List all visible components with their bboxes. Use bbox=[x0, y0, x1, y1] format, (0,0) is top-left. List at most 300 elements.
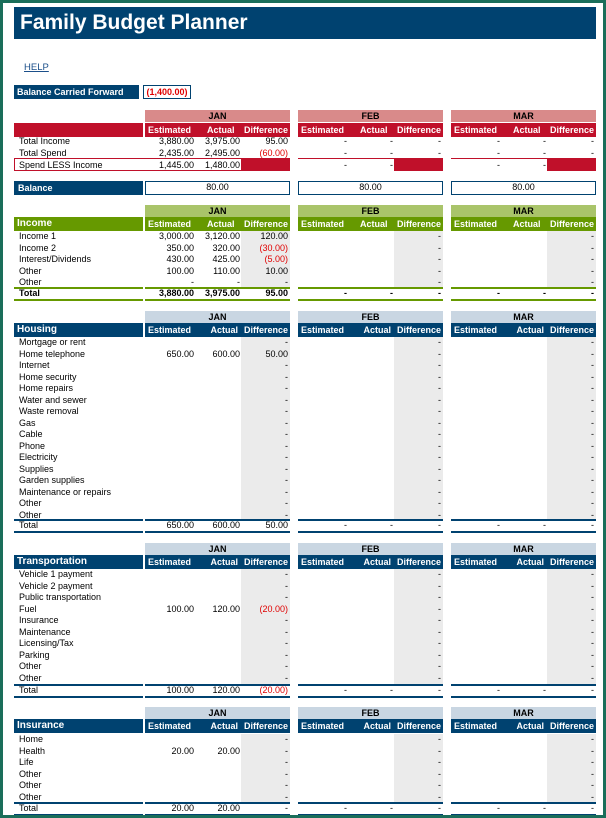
total-rule bbox=[298, 696, 443, 698]
difference-cell: - bbox=[591, 791, 594, 802]
housing-row bbox=[14, 452, 596, 464]
transportation-section-title: Transportation bbox=[14, 555, 143, 569]
housing-row bbox=[14, 406, 596, 418]
difference-cell: - bbox=[285, 569, 288, 579]
actual-header: Actual bbox=[363, 557, 391, 567]
insurance-section-title: Insurance bbox=[14, 719, 143, 733]
estimated-cell: - bbox=[497, 136, 500, 146]
total-rule bbox=[451, 299, 596, 301]
difference-cell: - bbox=[285, 337, 288, 347]
row-label: Parking bbox=[19, 649, 50, 660]
row-label: Fuel bbox=[19, 603, 37, 614]
actual-cell[interactable]: 20.00 bbox=[217, 803, 240, 813]
insurance-row bbox=[14, 780, 596, 792]
income-row bbox=[14, 266, 596, 278]
estimated-cell[interactable]: 20.00 bbox=[171, 745, 194, 756]
month-header-mar: MAR bbox=[451, 311, 596, 323]
spend-less-income-box bbox=[14, 158, 243, 171]
difference-cell: - bbox=[591, 383, 594, 393]
estimated-cell[interactable]: 100.00 bbox=[166, 603, 194, 614]
month-header-feb: FEB bbox=[298, 707, 443, 719]
difference-cell: - bbox=[591, 661, 594, 671]
row-label: Home telephone bbox=[19, 348, 86, 359]
estimated-cell[interactable]: - bbox=[497, 685, 500, 695]
insurance-row bbox=[14, 734, 596, 746]
row-label: Other bbox=[19, 780, 42, 790]
difference-header: Difference bbox=[243, 721, 288, 731]
difference-cell: - bbox=[285, 417, 288, 428]
insurance-row bbox=[14, 746, 596, 758]
row-label: Other bbox=[19, 509, 42, 520]
difference-cell: - bbox=[591, 768, 594, 779]
difference-cell: - bbox=[438, 592, 441, 602]
column-headers-jan bbox=[145, 323, 290, 337]
actual-cell: - bbox=[390, 136, 393, 146]
estimated-cell[interactable]: 100.00 bbox=[166, 685, 194, 695]
actual-cell[interactable]: - bbox=[390, 803, 393, 813]
difference-header: Difference bbox=[396, 125, 441, 135]
difference-cell: - bbox=[285, 803, 288, 813]
estimated-cell: - bbox=[497, 148, 500, 158]
difference-cell: - bbox=[591, 672, 594, 683]
balance-carried-forward-value[interactable]: (1,400.00) bbox=[143, 85, 191, 99]
row-label: Other bbox=[19, 768, 42, 779]
difference-cell: - bbox=[285, 768, 288, 779]
difference-cell: - bbox=[591, 486, 594, 497]
estimated-cell[interactable]: - bbox=[344, 288, 347, 298]
row-label: Total bbox=[19, 685, 39, 695]
actual-header: Actual bbox=[363, 721, 391, 731]
transportation-row bbox=[14, 650, 596, 662]
difference-cell: - bbox=[285, 486, 288, 497]
total-rule bbox=[145, 684, 290, 686]
estimated-cell[interactable]: 20.00 bbox=[171, 803, 194, 813]
actual-cell[interactable]: - bbox=[543, 685, 546, 695]
difference-header: Difference bbox=[396, 325, 441, 335]
difference-cell: (20.00) bbox=[259, 685, 288, 695]
difference-header: Difference bbox=[243, 219, 288, 229]
row-label: Other bbox=[19, 791, 42, 802]
difference-cell: - bbox=[438, 569, 441, 579]
actual-cell[interactable]: 600.00 bbox=[212, 520, 240, 530]
difference-cell: - bbox=[438, 768, 441, 779]
difference-cell: - bbox=[591, 780, 594, 790]
difference-cell: - bbox=[285, 592, 288, 602]
estimated-cell[interactable]: - bbox=[344, 520, 347, 530]
estimated-header: Estimated bbox=[301, 721, 345, 731]
column-headers-feb bbox=[298, 217, 443, 231]
total-rule bbox=[451, 696, 596, 698]
actual-cell[interactable]: - bbox=[237, 277, 240, 287]
difference-cell: 95.00 bbox=[265, 136, 288, 146]
transportation-row bbox=[14, 592, 596, 604]
difference-cell: - bbox=[591, 265, 594, 276]
estimated-header: Estimated bbox=[148, 125, 192, 135]
actual-cell: - bbox=[390, 148, 393, 158]
row-label: Total bbox=[19, 520, 39, 530]
actual-cell[interactable]: - bbox=[543, 520, 546, 530]
total-rule bbox=[14, 531, 143, 533]
estimated-cell[interactable]: - bbox=[344, 803, 347, 813]
difference-cell: - bbox=[591, 136, 594, 146]
difference-cell: - bbox=[438, 288, 441, 298]
difference-cell: - bbox=[438, 520, 441, 530]
difference-cell: - bbox=[285, 672, 288, 683]
actual-cell[interactable]: 110.00 bbox=[213, 265, 240, 276]
row-label: Waste removal bbox=[19, 406, 79, 416]
actual-cell: 3,975.00 bbox=[204, 136, 240, 146]
difference-cell: - bbox=[285, 498, 288, 508]
housing-section-title: Housing bbox=[14, 323, 143, 337]
estimated-cell[interactable]: - bbox=[191, 277, 194, 287]
difference-cell: - bbox=[285, 383, 288, 393]
difference-cell: - bbox=[591, 277, 594, 287]
estimated-header: Estimated bbox=[454, 219, 498, 229]
month-header-jan: JAN bbox=[145, 311, 290, 323]
difference-cell: - bbox=[438, 498, 441, 508]
balance-mar[interactable]: 80.00 bbox=[451, 181, 596, 195]
difference-cell: (5.00) bbox=[264, 254, 288, 264]
difference-cell: - bbox=[438, 440, 441, 451]
total-rule bbox=[14, 287, 143, 289]
estimated-header: Estimated bbox=[301, 325, 345, 335]
income-row bbox=[14, 243, 596, 255]
difference-cell: (60.00) bbox=[259, 148, 288, 158]
month-header-jan: JAN bbox=[145, 110, 290, 122]
difference-cell: - bbox=[591, 417, 594, 428]
row-label: Gas bbox=[19, 417, 36, 428]
row-label: Other bbox=[19, 661, 42, 671]
difference-cell: - bbox=[438, 348, 441, 359]
total-rule bbox=[145, 696, 290, 698]
actual-cell[interactable]: 120.00 bbox=[212, 603, 240, 614]
total-rule bbox=[451, 287, 596, 289]
difference-cell: - bbox=[438, 603, 441, 614]
difference-cell: - bbox=[591, 148, 594, 158]
difference-cell: - bbox=[285, 452, 288, 462]
housing-row bbox=[14, 349, 596, 361]
difference-cell: - bbox=[285, 277, 288, 287]
actual-header: Actual bbox=[210, 557, 238, 567]
difference-cell: - bbox=[285, 780, 288, 790]
total-rule bbox=[298, 802, 443, 804]
actual-cell: - bbox=[543, 148, 546, 158]
difference-cell: - bbox=[591, 569, 594, 579]
difference-cell: - bbox=[285, 394, 288, 405]
row-label: Home security bbox=[19, 371, 77, 382]
difference-cell: (20.00) bbox=[259, 603, 288, 614]
total-rule bbox=[298, 519, 443, 521]
row-label: Other bbox=[19, 498, 42, 508]
income-row bbox=[14, 254, 596, 266]
income-total-row bbox=[14, 288, 596, 300]
total-rule bbox=[298, 531, 443, 533]
difference-cell: - bbox=[591, 406, 594, 416]
estimated-header: Estimated bbox=[148, 557, 192, 567]
transportation-row bbox=[14, 615, 596, 627]
row-label: Vehicle 2 payment bbox=[19, 580, 93, 591]
month-header-mar: MAR bbox=[451, 543, 596, 555]
column-headers-jan bbox=[145, 217, 290, 231]
difference-cell: 50.00 bbox=[265, 348, 288, 359]
difference-cell: - bbox=[438, 626, 441, 637]
column-headers-mar bbox=[451, 719, 596, 733]
difference-cell: - bbox=[591, 231, 594, 241]
difference-cell: - bbox=[591, 348, 594, 359]
difference-cell: - bbox=[591, 649, 594, 660]
row-label: Other bbox=[19, 265, 42, 276]
total-rule bbox=[451, 802, 596, 804]
difference-cell: - bbox=[591, 394, 594, 405]
balance-jan[interactable]: 80.00 bbox=[145, 181, 290, 195]
difference-cell: - bbox=[591, 288, 594, 298]
column-headers-jan bbox=[145, 719, 290, 733]
total-rule bbox=[14, 684, 143, 686]
column-headers-feb bbox=[298, 123, 443, 137]
actual-cell[interactable]: 120.00 bbox=[212, 685, 240, 695]
estimated-header: Estimated bbox=[454, 125, 498, 135]
row-label: Total Spend bbox=[19, 148, 67, 158]
actual-cell[interactable]: - bbox=[390, 685, 393, 695]
actual-cell[interactable]: 3,975.00 bbox=[204, 288, 240, 298]
column-headers-mar bbox=[451, 323, 596, 337]
difference-cell: - bbox=[438, 661, 441, 671]
summary-rule bbox=[451, 158, 596, 159]
summary-row bbox=[14, 136, 596, 148]
difference-cell: - bbox=[591, 592, 594, 602]
housing-row bbox=[14, 395, 596, 407]
difference-cell: - bbox=[438, 734, 441, 744]
difference-cell: - bbox=[285, 509, 288, 520]
spend-less-income-flag bbox=[241, 158, 290, 171]
difference-cell: - bbox=[438, 277, 441, 287]
month-header-mar: MAR bbox=[451, 110, 596, 122]
row-label: Total bbox=[19, 803, 39, 813]
estimated-header: Estimated bbox=[301, 557, 345, 567]
difference-cell: - bbox=[591, 337, 594, 347]
actual-cell[interactable]: 425.00 bbox=[212, 254, 240, 264]
month-header-feb: FEB bbox=[298, 110, 443, 122]
column-headers-feb bbox=[298, 323, 443, 337]
housing-row bbox=[14, 487, 596, 499]
actual-header: Actual bbox=[207, 219, 235, 229]
total-rule bbox=[145, 531, 290, 533]
estimated-cell[interactable]: - bbox=[497, 520, 500, 530]
difference-cell: - bbox=[285, 757, 288, 767]
estimated-cell[interactable]: 430.00 bbox=[166, 254, 194, 264]
month-header-feb: FEB bbox=[298, 311, 443, 323]
actual-cell[interactable]: 20.00 bbox=[217, 745, 240, 756]
difference-cell: - bbox=[285, 360, 288, 370]
estimated-header: Estimated bbox=[301, 219, 345, 229]
estimated-cell: - bbox=[344, 148, 347, 158]
row-label: Phone bbox=[19, 440, 46, 451]
difference-cell: - bbox=[591, 242, 594, 253]
housing-row bbox=[14, 418, 596, 430]
row-label: Income 2 bbox=[19, 242, 57, 253]
difference-cell: - bbox=[285, 440, 288, 451]
difference-cell: 10.00 bbox=[265, 265, 288, 276]
difference-cell: - bbox=[285, 791, 288, 802]
estimated-cell: - bbox=[344, 160, 347, 170]
difference-cell: - bbox=[285, 734, 288, 744]
total-rule bbox=[145, 802, 290, 804]
difference-cell: - bbox=[438, 136, 441, 146]
total-rule bbox=[14, 299, 143, 301]
estimated-cell[interactable]: 650.00 bbox=[166, 520, 194, 530]
actual-cell[interactable]: 600.00 bbox=[212, 348, 240, 359]
row-label: Life bbox=[19, 757, 34, 767]
row-label: Health bbox=[19, 745, 46, 756]
estimated-cell[interactable]: 650.00 bbox=[166, 348, 194, 359]
actual-cell: - bbox=[390, 160, 393, 170]
difference-cell: - bbox=[285, 615, 288, 625]
row-label: Internet bbox=[19, 360, 50, 370]
estimated-cell: 2,435.00 bbox=[158, 148, 194, 158]
estimated-cell[interactable]: - bbox=[497, 803, 500, 813]
total-rule bbox=[298, 287, 443, 289]
row-label: Other bbox=[19, 277, 42, 287]
actual-cell[interactable]: 3,120.00 bbox=[204, 231, 240, 241]
estimated-cell[interactable]: 3,000.00 bbox=[158, 231, 194, 241]
estimated-cell: 1,445.00 bbox=[158, 160, 194, 170]
month-header-mar: MAR bbox=[451, 707, 596, 719]
difference-cell: - bbox=[591, 440, 594, 451]
actual-cell: 2,495.00 bbox=[204, 148, 240, 158]
transportation-row bbox=[14, 569, 596, 581]
month-header-jan: JAN bbox=[145, 707, 290, 719]
transportation-row bbox=[14, 581, 596, 593]
actual-header: Actual bbox=[210, 325, 238, 335]
estimated-header: Estimated bbox=[454, 721, 498, 731]
housing-row bbox=[14, 464, 596, 476]
row-label: Garden supplies bbox=[19, 475, 85, 485]
row-label: Supplies bbox=[19, 463, 54, 474]
difference-cell: - bbox=[591, 520, 594, 530]
total-rule bbox=[145, 299, 290, 301]
difference-header: Difference bbox=[549, 219, 594, 229]
actual-cell[interactable]: - bbox=[543, 803, 546, 813]
actual-cell[interactable]: - bbox=[390, 288, 393, 298]
row-label: Total Income bbox=[19, 136, 71, 146]
difference-cell: - bbox=[591, 626, 594, 637]
difference-cell: - bbox=[438, 486, 441, 497]
total-rule bbox=[451, 814, 596, 816]
estimated-cell[interactable]: - bbox=[497, 288, 500, 298]
housing-row bbox=[14, 383, 596, 395]
transportation-row bbox=[14, 627, 596, 639]
difference-cell: 95.00 bbox=[265, 288, 288, 298]
spend-less-income-flag bbox=[547, 158, 596, 171]
difference-cell: - bbox=[438, 672, 441, 683]
difference-cell: - bbox=[591, 685, 594, 695]
total-rule bbox=[145, 814, 290, 816]
difference-cell: - bbox=[285, 638, 288, 648]
actual-header: Actual bbox=[360, 219, 388, 229]
housing-row bbox=[14, 360, 596, 372]
housing-total-row bbox=[14, 520, 596, 532]
page-title: Family Budget Planner bbox=[14, 7, 596, 39]
difference-cell: - bbox=[438, 615, 441, 625]
housing-row bbox=[14, 441, 596, 453]
column-headers-jan bbox=[145, 123, 290, 137]
estimated-header: Estimated bbox=[148, 219, 192, 229]
estimated-cell[interactable]: 100.00 bbox=[166, 265, 194, 276]
column-headers-feb bbox=[298, 719, 443, 733]
difference-cell: - bbox=[285, 475, 288, 485]
actual-cell: - bbox=[543, 160, 546, 170]
total-rule bbox=[14, 519, 143, 521]
row-label: Other bbox=[19, 672, 42, 683]
estimated-cell[interactable]: 350.00 bbox=[166, 242, 194, 253]
actual-header: Actual bbox=[363, 325, 391, 335]
estimated-header: Estimated bbox=[454, 325, 498, 335]
difference-cell: 120.00 bbox=[260, 231, 288, 241]
difference-cell: - bbox=[438, 417, 441, 428]
actual-cell[interactable]: 320.00 bbox=[212, 242, 240, 253]
month-header-feb: FEB bbox=[298, 205, 443, 217]
difference-cell: - bbox=[591, 452, 594, 462]
row-label: Total bbox=[19, 288, 40, 298]
actual-cell[interactable]: - bbox=[390, 520, 393, 530]
difference-cell: - bbox=[438, 360, 441, 370]
month-header-jan: JAN bbox=[145, 543, 290, 555]
estimated-header: Estimated bbox=[148, 325, 192, 335]
insurance-row bbox=[14, 757, 596, 769]
difference-cell: - bbox=[285, 429, 288, 439]
estimated-header: Estimated bbox=[454, 557, 498, 567]
row-label: Spend LESS Income bbox=[19, 160, 103, 170]
row-label: Electricity bbox=[19, 452, 58, 462]
row-label: Income 1 bbox=[19, 231, 57, 241]
difference-cell: - bbox=[591, 757, 594, 767]
difference-header: Difference bbox=[243, 325, 288, 335]
actual-cell: 1,480.00 bbox=[204, 160, 240, 170]
actual-header: Actual bbox=[210, 721, 238, 731]
total-rule bbox=[14, 814, 143, 816]
difference-cell: - bbox=[591, 745, 594, 756]
estimated-cell[interactable]: - bbox=[344, 685, 347, 695]
spend-less-income-flag bbox=[394, 158, 443, 171]
difference-header: Difference bbox=[549, 721, 594, 731]
actual-cell[interactable]: - bbox=[543, 288, 546, 298]
total-rule bbox=[298, 814, 443, 816]
help-link[interactable]: HELP bbox=[24, 62, 49, 73]
difference-header: Difference bbox=[243, 125, 288, 135]
difference-cell: - bbox=[285, 580, 288, 591]
difference-cell: - bbox=[591, 463, 594, 474]
column-headers-mar bbox=[451, 217, 596, 231]
row-label: Licensing/Tax bbox=[19, 638, 74, 648]
difference-cell: - bbox=[591, 603, 594, 614]
difference-cell: - bbox=[438, 265, 441, 276]
actual-header: Actual bbox=[516, 721, 544, 731]
balance-feb[interactable]: 80.00 bbox=[298, 181, 443, 195]
difference-cell: - bbox=[591, 734, 594, 744]
row-label: Cable bbox=[19, 429, 43, 439]
difference-cell: - bbox=[438, 791, 441, 802]
estimated-cell[interactable]: 3,880.00 bbox=[158, 288, 194, 298]
actual-cell: - bbox=[543, 136, 546, 146]
column-headers-feb bbox=[298, 555, 443, 569]
difference-cell: - bbox=[591, 360, 594, 370]
housing-row bbox=[14, 475, 596, 487]
transportation-row bbox=[14, 673, 596, 685]
row-label: Maintenance or repairs bbox=[19, 486, 112, 497]
difference-cell: - bbox=[591, 803, 594, 813]
difference-cell: - bbox=[285, 626, 288, 637]
difference-cell: - bbox=[438, 509, 441, 520]
